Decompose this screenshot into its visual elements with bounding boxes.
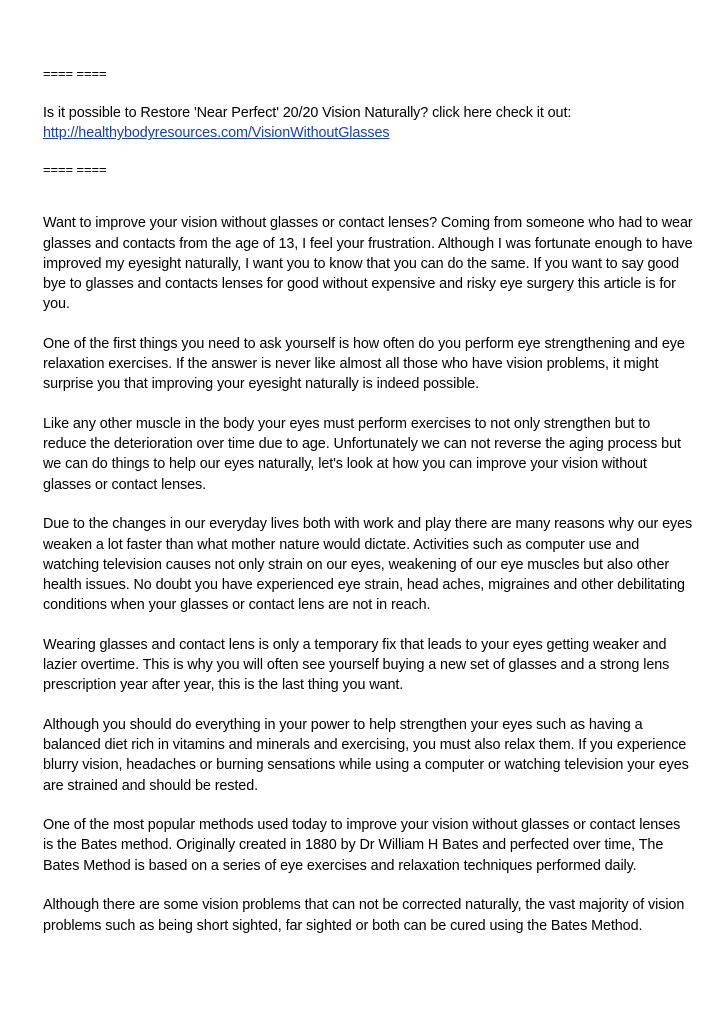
separator-top: ==== ==== — [43, 66, 107, 81]
article-paragraph: Although you should do everything in your power to help strengthen your eyes such as having a balanced diet rich in vitamins and minerals and exercising, you must also relax them. If you experience blurry vision, headaches or burning sensations while using a computer or watching television your eyes are strained and should be rested. — [43, 716, 689, 794]
article-paragraph: Although there are some vision problems that can not be corrected naturally, the vast majority of vision problems such as being short sighted, far sighted or both can be cured using the Bates Method. — [43, 897, 685, 934]
promo-text: Is it possible to Restore 'Near Perfect' 20/20 Vision Naturally? click here check it out: — [43, 105, 572, 121]
document-page — [43, 66, 693, 955]
article-paragraph: Wearing glasses and contact lens is only a temporary fix that leads to your eyes getting weaker and lazier overtime. This is why you will often see yourself buying a new set of glasses and a strong lens prescription year after year, this is the last thing you want. — [43, 636, 670, 694]
separator-bottom: ==== ==== — [43, 162, 107, 178]
article-paragraph: Want to improve your vision without glasses or contact lenses? Coming from someone who had to wear glasses and contacts from the age of 13, I feel your frustration. Although I was fortunate enough to have improved my eyesight naturally, I want you to know that you can do the same. If you want to say good bye to glasses and contacts lenses for good without expensive and risky eye surgery this article is for you. — [43, 215, 693, 313]
article-paragraph: One of the first things you need to ask yourself is how often do you perform eye strengthening and eye relaxation exercises. If the answer is never like almost all those who have vision problems, it might surprise you that improving your eyesight naturally is indeed possible. — [43, 335, 685, 393]
article-paragraph: Due to the changes in our everyday lives both with work and play there are many reasons why our eyes weaken a lot faster than what mother nature would dictate. Activities such as computer use and watching television causes not only strain on our eyes, weakening of our eye muscles but also other health issues. No doubt you have experienced eye strain, head aches, migraines and other debilitating conditions when your glasses or contact lens are not in reach. — [43, 516, 693, 614]
article-paragraph: One of the most popular methods used today to improve your vision without glasses or contact lenses is the Bates method. Originally created in 1880 by Dr William H Bates and perfected over time, The Bates Method is based on a series of eye exercises and relaxation techniques performed daily. — [43, 817, 681, 874]
article-paragraph: Like any other muscle in the body your eyes must perform exercises to not only strengthen but to reduce the deterioration over time due to age. Unfortunately we can not reverse the aging process but we can do things to help our eyes naturally, let's look at how you can improve your vision without glasses or contact lenses. — [43, 416, 681, 493]
article-body — [43, 213, 693, 935]
promo-link[interactable]: http://healthybodyresources.com/VisionWithoutGlasses — [43, 125, 390, 142]
